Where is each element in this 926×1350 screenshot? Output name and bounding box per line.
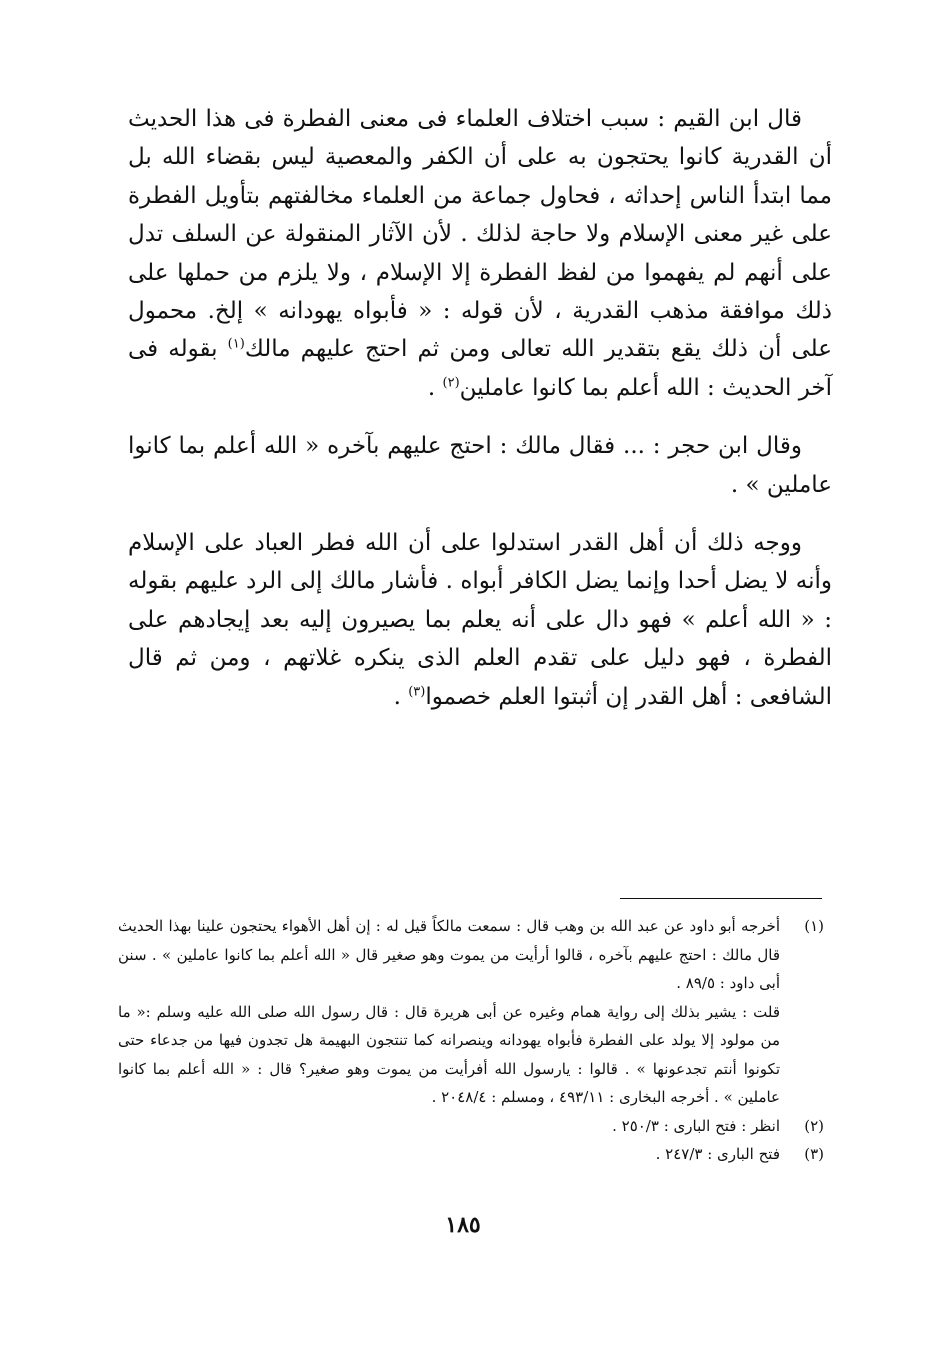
page-number: ١٨٥ xyxy=(445,1212,481,1238)
paragraph-end: . xyxy=(393,683,409,710)
paragraph-ibn-hajar: وقال ابن حجر : ... فقال مالك : احتج عليهم بآخره « الله أعلم بما كانوا عاملين » . xyxy=(128,433,832,498)
paragraph-explanation xyxy=(128,524,832,716)
footnote-number: (٢) xyxy=(804,1116,824,1135)
paragraph-end: . xyxy=(427,374,443,401)
footnote-text: أخرجه أبو داود عن عبد الله بن وهب قال : سمعت مالكاً قيل له : إن أهل الأهواء يحتجون علينا بهذا الحديث قال مالك : احتج عليهم بآخره ، قالوا أرأيت من يموت وهو صغير قال « الله أعلم بما كانوا عاملين » . سنن أبى داود : ٨٩/٥ . xyxy=(118,917,780,992)
paragraph-text: قال ابن القيم : سبب اختلاف العلماء فى معنى الفطرة فى هذا الحديث أن القدرية كانوا يحتجون به على أن الكفر والمعصية ليس بقضاء الله بل مما ابتدأ الناس إحداثه ، فحاول جماعة من العلماء مخالفتهم بتأويل الفطرة على غير معنى الإسلام ولا حاجة لذلك . لأن الآثار المنقولة عن السلف تدل على أنهم لم يفهموا من لفظ الفطرة إلا الإسلام ، ولا يلزم من حملها على ذلك موافقة مذهب القدرية ، لأن قوله : « فأبواه يهودانه » إلخ. محمول على أن ذلك يقع بتقدير الله تعالى ومن ثم احتج عليهم مالك xyxy=(128,106,832,363)
main-text xyxy=(128,100,832,716)
footnote-3 xyxy=(118,1140,824,1169)
footnote-number: (١) xyxy=(804,917,824,935)
footnote-separator xyxy=(620,898,822,899)
paragraph-text-continued: بقوله فى آخر الحديث : الله أعلم بما كانوا عاملين xyxy=(128,336,832,401)
footnote-1 xyxy=(118,912,824,998)
footnote-text: فتح البارى : ٢٤٧/٣ . xyxy=(655,1145,780,1163)
paragraph-ibn-al-qayyim xyxy=(128,100,832,407)
footnote-ref-3[interactable]: (٣) xyxy=(408,684,426,700)
paragraph-text: ووجه ذلك أن أهل القدر استدلوا على أن الله فطر العباد على الإسلام وأنه لا يضل أحدا وإنما يضل الكافر أبواه . فأشار مالك إلى الرد عليهم بقوله : « الله أعلم » فهو دال على أنه يعلم بما يصيرون إليه بعد إيجادهم على الفطرة ، فهو دليل على تقدم العلم الذى ينكره غلاتهم ، ومن ثم قال الشافعى : أهل القدر إن أثبتوا العلم خصموا xyxy=(128,530,832,710)
footnote-ref-2[interactable]: (٢) xyxy=(442,375,460,391)
footnote-1-continued: قلت : يشير بذلك إلى رواية همام وغيره عن أبى هريرة قال : قال رسول الله صلى الله عليه وسلم :« ما من مولود إلا يولد على الفطرة فأبواه يهودانه وينصرانه كما تنتجون البهيمة هل تجدون فيها من جدعاء حتى تكونوا أنتم تجدعونها » . قالوا : يارسول الله أفرأيت من يموت وهو صغير؟ قال : « الله أعلم بما كانوا عاملين » . أخرجه البخارى : ٤٩٣/١١ ، ومسلم : ٢٠٤٨/٤ . xyxy=(118,1002,780,1106)
footnote-text: انظر : فتح البارى : ٢٥٠/٣ . xyxy=(612,1116,780,1135)
footnotes xyxy=(118,912,824,1169)
footnote-number: (٣) xyxy=(804,1145,824,1163)
footnote-ref-1[interactable]: (١) xyxy=(227,336,245,352)
footnote-2 xyxy=(118,1112,824,1141)
